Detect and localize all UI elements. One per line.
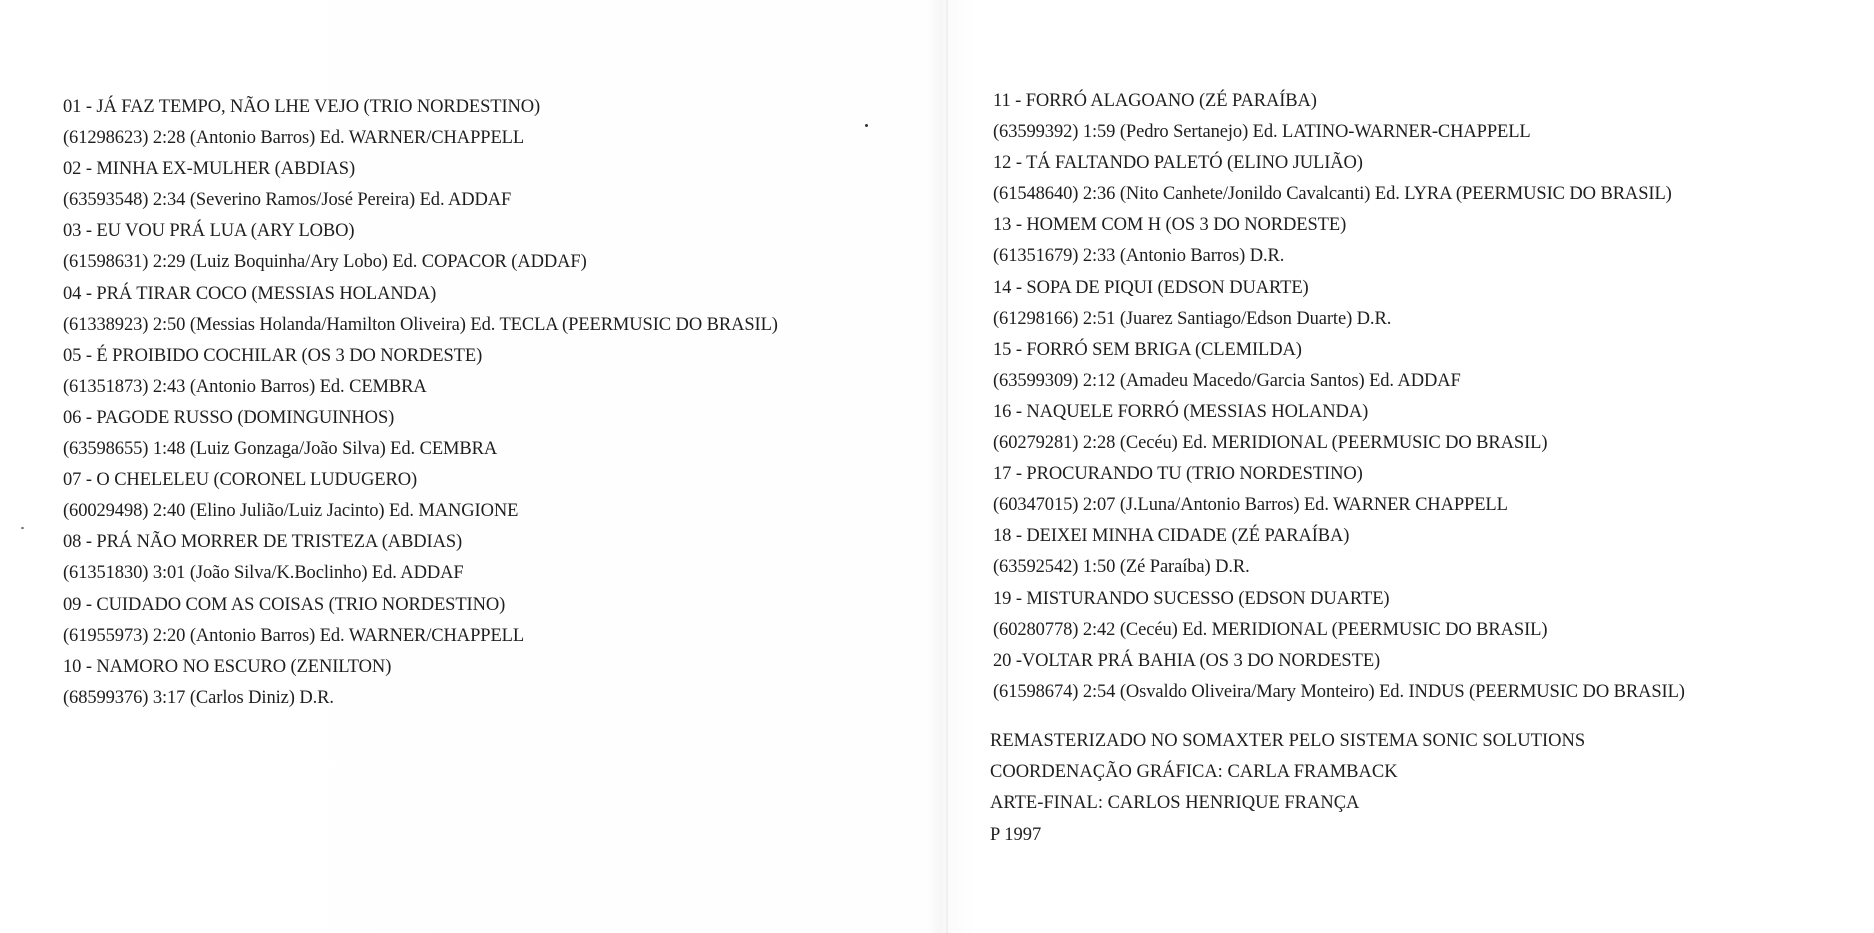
credit-remastering: REMASTERIZADO NO SOMAXTER PELO SISTEMA SONIC SOLUTIONS (990, 731, 1586, 751)
track-entry (63, 527, 778, 589)
track-title: 07 - O CHELELEU (CORONEL LUDUGERO) (63, 470, 418, 491)
track-details: (68599376) 3:17 (Carlos Diniz) D.R. (63, 687, 334, 708)
center-fold (946, 0, 948, 933)
track-entry (993, 521, 1685, 583)
track-details: (63592542) 1:50 (Zé Paraíba) D.R. (993, 557, 1250, 578)
track-title: 16 - NAQUELE FORRÓ (MESSIAS HOLANDA) (993, 401, 1369, 422)
track-entry (993, 148, 1685, 210)
track-details: (61338923) 2:50 (Messias Holanda/Hamilton Oliveira) Ed. TECLA (PEERMUSIC DO BRASIL) (63, 314, 778, 335)
track-details: (61351873) 2:43 (Antonio Barros) Ed. CEMBRA (63, 376, 427, 397)
track-details: (63593548) 2:34 (Severino Ramos/José Pereira) Ed. ADDAF (63, 190, 512, 211)
credit-phonogram-year: P 1997 (990, 824, 1042, 845)
track-details: (61351830) 3:01 (João Silva/K.Boclinho) Ed. ADDAF (63, 563, 464, 584)
track-details: (60280778) 2:42 (Cecéu) Ed. MERIDIONAL (PEERMUSIC DO BRASIL) (993, 619, 1548, 640)
track-entry (993, 646, 1685, 708)
track-title: 12 - TÁ FALTANDO PALETÓ (ELINO JULIÃO) (993, 153, 1363, 174)
track-entry (993, 335, 1685, 397)
track-entry (63, 465, 778, 527)
track-entry (63, 590, 778, 652)
track-entry (63, 403, 778, 465)
track-entry (993, 273, 1685, 335)
dust-speck (865, 124, 868, 127)
left-track-list (63, 92, 778, 714)
track-entry (63, 279, 778, 341)
track-details: (61351679) 2:33 (Antonio Barros) D.R. (993, 246, 1285, 267)
credit-graphic-coordination: COORDENAÇÃO GRÁFICA: CARLA FRAMBACK (990, 762, 1398, 783)
track-details: (61598631) 2:29 (Luiz Boquinha/Ary Lobo) Ed. COPACOR (ADDAF) (63, 252, 587, 273)
track-title: 03 - EU VOU PRÁ LUA (ARY LOBO) (63, 221, 355, 242)
track-entry (993, 210, 1685, 272)
track-entry (63, 216, 778, 278)
track-title: 19 - MISTURANDO SUCESSO (EDSON DUARTE) (993, 588, 1390, 609)
track-title: 04 - PRÁ TIRAR COCO (MESSIAS HOLANDA) (63, 283, 437, 304)
track-details: (60347015) 2:07 (J.Luna/Antonio Barros) Ed. WARNER CHAPPELL (993, 495, 1508, 516)
track-entry (993, 397, 1685, 459)
track-title: 01 - JÁ FAZ TEMPO, NÃO LHE VEJO (TRIO NORDESTINO) (63, 97, 541, 117)
track-title: 05 - É PROIBIDO COCHILAR (OS 3 DO NORDESTE) (63, 345, 483, 366)
track-details: (63599309) 2:12 (Amadeu Macedo/Garcia Santos) Ed. ADDAF (993, 370, 1461, 391)
track-title: 08 - PRÁ NÃO MORRER DE TRISTEZA (ABDIAS) (63, 532, 463, 553)
track-title: 09 - CUIDADO COM AS COISAS (TRIO NORDESTINO) (63, 594, 506, 615)
track-title: 06 - PAGODE RUSSO (DOMINGUINHOS) (63, 407, 395, 428)
track-title: 14 - SOPA DE PIQUI (EDSON DUARTE) (993, 277, 1309, 298)
track-entry (63, 92, 778, 154)
track-entry (63, 154, 778, 216)
track-details: (61548640) 2:36 (Nito Canhete/Jonildo Cavalcanti) Ed. LYRA (PEERMUSIC DO BRASIL) (993, 184, 1672, 205)
track-entry (993, 86, 1685, 148)
track-details: (61955973) 2:20 (Antonio Barros) Ed. WARNER/CHAPPELL (63, 625, 525, 646)
track-title: 17 - PROCURANDO TU (TRIO NORDESTINO) (993, 464, 1363, 485)
track-details: (61598674) 2:54 (Osvaldo Oliveira/Mary Monteiro) Ed. INDUS (PEERMUSIC DO BRASIL) (993, 681, 1685, 702)
track-entry (63, 652, 778, 714)
track-title: 10 - NAMORO NO ESCURO (ZENILTON) (63, 656, 392, 677)
credit-final-art: ARTE-FINAL: CARLOS HENRIQUE FRANÇA (990, 793, 1360, 814)
track-title: 13 - HOMEM COM H (OS 3 DO NORDESTE) (993, 215, 1347, 236)
track-entry (993, 584, 1685, 646)
track-details: (61298166) 2:51 (Juarez Santiago/Edson Duarte) D.R. (993, 308, 1392, 329)
track-details: (61298623) 2:28 (Antonio Barros) Ed. WARNER/CHAPPELL (63, 128, 525, 149)
track-title: 11 - FORRÓ ALAGOANO (ZÉ PARAÍBA) (993, 91, 1317, 111)
track-details: (63599392) 1:59 (Pedro Sertanejo) Ed. LATINO-WARNER-CHAPPELL (993, 122, 1531, 143)
track-title: 15 - FORRÓ SEM BRIGA (CLEMILDA) (993, 339, 1302, 360)
right-track-list (993, 86, 1685, 708)
track-details: (60279281) 2:28 (Cecéu) Ed. MERIDIONAL (PEERMUSIC DO BRASIL) (993, 433, 1548, 454)
track-title: 20 -VOLTAR PRÁ BAHIA (OS 3 DO NORDESTE) (993, 650, 1381, 671)
track-details: (60029498) 2:40 (Elino Julião/Luiz Jacinto) Ed. MANGIONE (63, 501, 519, 522)
dust-speck (21, 527, 24, 529)
track-entry (993, 459, 1685, 521)
production-credits (990, 726, 1585, 851)
track-details: (63598655) 1:48 (Luiz Gonzaga/João Silva) Ed. CEMBRA (63, 439, 498, 460)
track-title: 02 - MINHA EX-MULHER (ABDIAS) (63, 159, 356, 180)
track-title: 18 - DEIXEI MINHA CIDADE (ZÉ PARAÍBA) (993, 526, 1350, 547)
track-entry (63, 341, 778, 403)
